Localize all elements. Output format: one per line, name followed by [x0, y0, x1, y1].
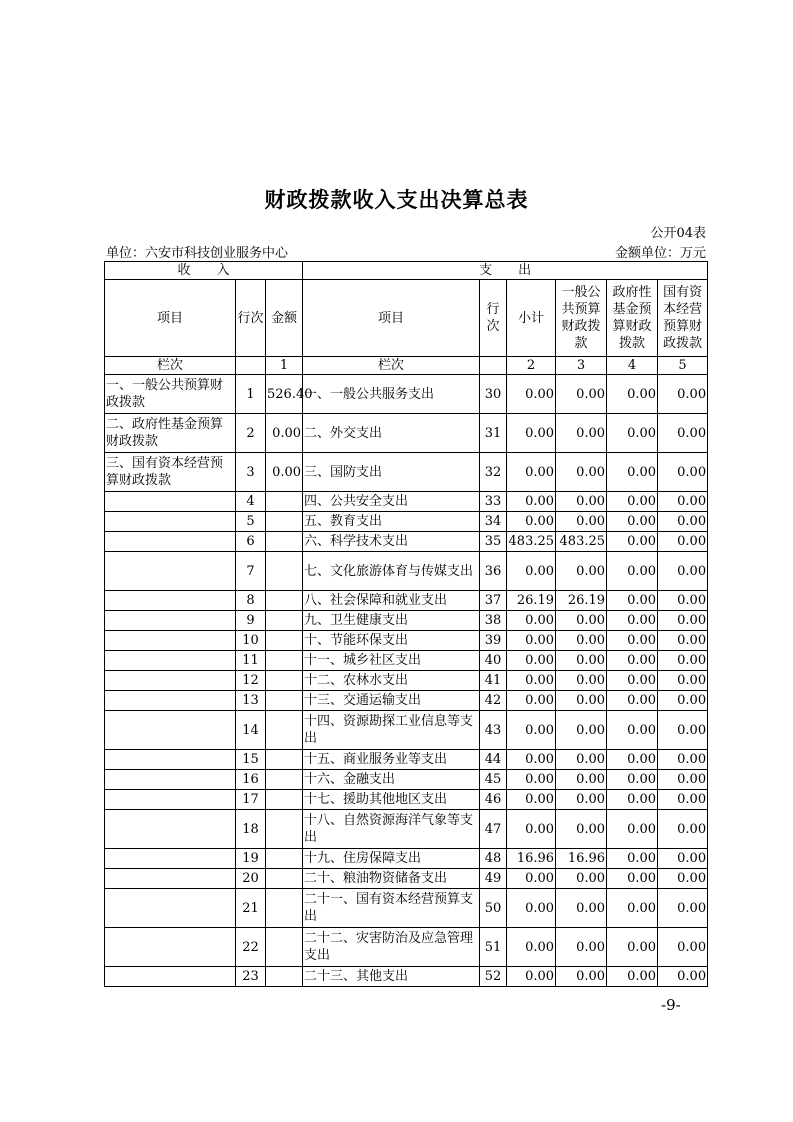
state-capital-value: 0.00 — [658, 889, 708, 928]
table-row — [105, 671, 708, 691]
gov-fund-value: 0.00 — [607, 532, 658, 552]
income-row-no: 9 — [236, 611, 266, 631]
general-budget-value: 0.00 — [556, 691, 607, 711]
subtotal-value: 0.00 — [507, 967, 556, 987]
expense-row-no: 44 — [480, 750, 507, 770]
column-index-2: 2 — [507, 357, 556, 375]
column-index-4: 4 — [607, 357, 658, 375]
expense-item: 十二、农林水支出 — [303, 671, 480, 691]
gov-fund-value: 0.00 — [607, 770, 658, 790]
income-amount — [266, 552, 303, 591]
table-row — [105, 889, 708, 928]
income-amount: 526.40 — [266, 375, 303, 414]
general-budget-header: 一般公共预算财政拨款 — [556, 280, 607, 357]
subtotal-value: 0.00 — [507, 492, 556, 512]
table-row — [105, 512, 708, 532]
income-amount — [266, 810, 303, 849]
expense-item: 七、文化旅游体育与传媒支出 — [303, 552, 480, 591]
subtotal-value: 0.00 — [507, 651, 556, 671]
gov-fund-value: 0.00 — [607, 790, 658, 810]
gov-fund-value: 0.00 — [607, 611, 658, 631]
page-number: -9- — [661, 996, 681, 1014]
income-amount — [266, 691, 303, 711]
gov-fund-value: 0.00 — [607, 711, 658, 750]
table-row — [105, 750, 708, 770]
table-row — [105, 691, 708, 711]
income-row-no: 13 — [236, 691, 266, 711]
expense-item: 二十二、灾害防治及应急管理支出 — [303, 928, 480, 967]
expense-item: 四、公共安全支出 — [303, 492, 480, 512]
expense-item: 二十、粮油物资储备支出 — [303, 869, 480, 889]
expense-item: 十一、城乡社区支出 — [303, 651, 480, 671]
income-amount — [266, 770, 303, 790]
expense-row-no: 42 — [480, 691, 507, 711]
expense-row-no: 32 — [480, 453, 507, 492]
income-amount — [266, 651, 303, 671]
state-capital-value: 0.00 — [658, 552, 708, 591]
budget-table — [104, 261, 708, 987]
income-amount: 0.00 — [266, 453, 303, 492]
expense-row-no: 49 — [480, 869, 507, 889]
table-row — [105, 770, 708, 790]
income-item: 三、国有资本经营预算财政拨款 — [105, 453, 236, 492]
subtotal-value: 16.96 — [507, 849, 556, 869]
expense-item: 十七、援助其他地区支出 — [303, 790, 480, 810]
subtotal-value: 0.00 — [507, 552, 556, 591]
state-capital-value: 0.00 — [658, 711, 708, 750]
income-item: 二、政府性基金预算财政拨款 — [105, 414, 236, 453]
income-item — [105, 512, 236, 532]
gov-fund-value: 0.00 — [607, 375, 658, 414]
state-capital-value: 0.00 — [658, 532, 708, 552]
expense-row-no: 35 — [480, 532, 507, 552]
gov-fund-value: 0.00 — [607, 928, 658, 967]
income-amount: 0.00 — [266, 414, 303, 453]
general-budget-value: 0.00 — [556, 651, 607, 671]
subtotal-value: 0.00 — [507, 671, 556, 691]
expense-row-no: 37 — [480, 591, 507, 611]
income-item — [105, 790, 236, 810]
table-row — [105, 631, 708, 651]
subtotal-value: 0.00 — [507, 512, 556, 532]
income-amount — [266, 928, 303, 967]
expense-row-no: 51 — [480, 928, 507, 967]
column-header-row — [105, 280, 708, 357]
income-amount — [266, 631, 303, 651]
expense-item: 六、科学技术支出 — [303, 532, 480, 552]
subtotal-value: 0.00 — [507, 711, 556, 750]
income-amount — [266, 512, 303, 532]
expense-row-no: 45 — [480, 770, 507, 790]
state-capital-value: 0.00 — [658, 928, 708, 967]
subtotal-value: 0.00 — [507, 889, 556, 928]
state-capital-value: 0.00 — [658, 671, 708, 691]
income-item: 一、一般公共预算财政拨款 — [105, 375, 236, 414]
state-capital-value: 0.00 — [658, 790, 708, 810]
income-amount — [266, 492, 303, 512]
income-row-no: 4 — [236, 492, 266, 512]
general-budget-value: 0.00 — [556, 810, 607, 849]
table-row — [105, 967, 708, 987]
subtotal-value: 0.00 — [507, 453, 556, 492]
gov-fund-value: 0.00 — [607, 967, 658, 987]
state-capital-value: 0.00 — [658, 591, 708, 611]
expense-item: 十九、住房保障支出 — [303, 849, 480, 869]
column-index-label-left: 栏次 — [105, 357, 236, 375]
column-index-5: 5 — [658, 357, 708, 375]
general-budget-value: 0.00 — [556, 869, 607, 889]
general-budget-value: 0.00 — [556, 711, 607, 750]
general-budget-value: 0.00 — [556, 512, 607, 532]
income-amount — [266, 671, 303, 691]
expense-item: 九、卫生健康支出 — [303, 611, 480, 631]
income-row-no: 3 — [236, 453, 266, 492]
expense-row-no: 33 — [480, 492, 507, 512]
gov-fund-value: 0.00 — [607, 591, 658, 611]
table-row — [105, 849, 708, 869]
income-row-no: 11 — [236, 651, 266, 671]
gov-fund-value: 0.00 — [607, 651, 658, 671]
gov-fund-value: 0.00 — [607, 512, 658, 532]
income-item — [105, 928, 236, 967]
table-row — [105, 591, 708, 611]
state-capital-value: 0.00 — [658, 611, 708, 631]
expense-item: 二十三、其他支出 — [303, 967, 480, 987]
subtotal-value: 0.00 — [507, 691, 556, 711]
income-row-no: 5 — [236, 512, 266, 532]
expense-row-no: 50 — [480, 889, 507, 928]
general-budget-value: 0.00 — [556, 928, 607, 967]
expense-row-no: 39 — [480, 631, 507, 651]
table-row — [105, 928, 708, 967]
table-row — [105, 869, 708, 889]
income-row-no-header: 行次 — [236, 280, 266, 357]
gov-fund-value: 0.00 — [607, 810, 658, 849]
general-budget-value: 16.96 — [556, 849, 607, 869]
expense-item: 十四、资源勘探工业信息等支出 — [303, 711, 480, 750]
gov-fund-header: 政府性基金预算财政拨款 — [607, 280, 658, 357]
state-capital-value: 0.00 — [658, 375, 708, 414]
income-item — [105, 671, 236, 691]
income-amount-header: 金额 — [266, 280, 303, 357]
expense-item: 十、节能环保支出 — [303, 631, 480, 651]
income-row-no: 18 — [236, 810, 266, 849]
income-amount — [266, 611, 303, 631]
income-item — [105, 552, 236, 591]
income-item — [105, 631, 236, 651]
general-budget-value: 0.00 — [556, 889, 607, 928]
subtotal-value: 0.00 — [507, 790, 556, 810]
income-row-no: 2 — [236, 414, 266, 453]
expense-row-no: 43 — [480, 711, 507, 750]
subtotal-value: 0.00 — [507, 375, 556, 414]
gov-fund-value: 0.00 — [607, 750, 658, 770]
section-header-row — [105, 262, 708, 280]
expense-item: 二十一、国有资本经营预算支出 — [303, 889, 480, 928]
subtotal-value: 0.00 — [507, 414, 556, 453]
income-row-no: 1 — [236, 375, 266, 414]
expense-item: 三、国防支出 — [303, 453, 480, 492]
income-item — [105, 889, 236, 928]
subtotal-value: 0.00 — [507, 810, 556, 849]
general-budget-value: 0.00 — [556, 552, 607, 591]
gov-fund-value: 0.00 — [607, 869, 658, 889]
state-capital-value: 0.00 — [658, 453, 708, 492]
income-amount — [266, 591, 303, 611]
column-index-1: 1 — [266, 357, 303, 375]
income-section-header: 收 入 — [105, 262, 303, 280]
income-row-no: 6 — [236, 532, 266, 552]
table-row — [105, 532, 708, 552]
page-title: 财政拨款收入支出决算总表 — [264, 188, 529, 212]
general-budget-value: 0.00 — [556, 414, 607, 453]
table-row — [105, 375, 708, 414]
expense-item: 一、一般公共服务支出 — [303, 375, 480, 414]
income-amount — [266, 849, 303, 869]
subtotal-value: 0.00 — [507, 750, 556, 770]
state-capital-value: 0.00 — [658, 631, 708, 651]
state-capital-value: 0.00 — [658, 414, 708, 453]
gov-fund-value: 0.00 — [607, 453, 658, 492]
subtotal-value: 483.25 — [507, 532, 556, 552]
gov-fund-value: 0.00 — [607, 849, 658, 869]
table-row — [105, 790, 708, 810]
income-amount — [266, 869, 303, 889]
expense-row-no: 34 — [480, 512, 507, 532]
expense-row-no: 36 — [480, 552, 507, 591]
expense-row-no: 47 — [480, 810, 507, 849]
income-item — [105, 770, 236, 790]
gov-fund-value: 0.00 — [607, 414, 658, 453]
income-amount — [266, 532, 303, 552]
state-capital-value: 0.00 — [658, 770, 708, 790]
column-index-label-right: 栏次 — [303, 357, 480, 375]
column-index-blank — [480, 357, 507, 375]
state-capital-value: 0.00 — [658, 492, 708, 512]
subtotal-value: 26.19 — [507, 591, 556, 611]
gov-fund-value: 0.00 — [607, 631, 658, 651]
gov-fund-value: 0.00 — [607, 671, 658, 691]
income-item — [105, 492, 236, 512]
state-capital-value: 0.00 — [658, 869, 708, 889]
expense-item: 十五、商业服务业等支出 — [303, 750, 480, 770]
state-capital-value: 0.00 — [658, 651, 708, 671]
income-row-no: 10 — [236, 631, 266, 651]
income-item-header: 项目 — [105, 280, 236, 357]
income-row-no: 12 — [236, 671, 266, 691]
expense-item: 五、教育支出 — [303, 512, 480, 532]
gov-fund-value: 0.00 — [607, 492, 658, 512]
state-capital-value: 0.00 — [658, 512, 708, 532]
table-row — [105, 711, 708, 750]
general-budget-value: 0.00 — [556, 631, 607, 651]
income-item — [105, 750, 236, 770]
expense-row-no: 30 — [480, 375, 507, 414]
income-item — [105, 691, 236, 711]
column-index-row — [105, 357, 708, 375]
expense-item: 二、外交支出 — [303, 414, 480, 453]
income-row-no: 14 — [236, 711, 266, 750]
table-row — [105, 611, 708, 631]
table-row — [105, 651, 708, 671]
income-row-no: 17 — [236, 790, 266, 810]
form-number: 公开04表 — [650, 226, 706, 241]
income-amount — [266, 711, 303, 750]
expense-item-header: 项目 — [303, 280, 480, 357]
income-item — [105, 869, 236, 889]
subtotal-value: 0.00 — [507, 611, 556, 631]
income-item — [105, 849, 236, 869]
state-capital-value: 0.00 — [658, 810, 708, 849]
income-row-no: 8 — [236, 591, 266, 611]
general-budget-value: 0.00 — [556, 375, 607, 414]
general-budget-value: 483.25 — [556, 532, 607, 552]
state-capital-value: 0.00 — [658, 849, 708, 869]
income-item — [105, 611, 236, 631]
income-row-no: 22 — [236, 928, 266, 967]
gov-fund-value: 0.00 — [607, 552, 658, 591]
general-budget-value: 0.00 — [556, 492, 607, 512]
expense-item: 十八、自然资源海洋气象等支出 — [303, 810, 480, 849]
gov-fund-value: 0.00 — [607, 691, 658, 711]
table-row — [105, 552, 708, 591]
subtotal-value: 0.00 — [507, 869, 556, 889]
income-row-no: 16 — [236, 770, 266, 790]
table-row — [105, 414, 708, 453]
expense-row-no: 48 — [480, 849, 507, 869]
state-capital-value: 0.00 — [658, 691, 708, 711]
subtotal-value: 0.00 — [507, 770, 556, 790]
income-row-no: 21 — [236, 889, 266, 928]
income-amount — [266, 750, 303, 770]
table-row — [105, 492, 708, 512]
unit-label: 单位：六安市科技创业服务中心 — [106, 246, 289, 261]
expense-row-no: 52 — [480, 967, 507, 987]
state-capital-header: 国有资本经营预算财政拨款 — [658, 280, 708, 357]
subtotal-value: 0.00 — [507, 631, 556, 651]
table-row — [105, 453, 708, 492]
expense-row-no: 40 — [480, 651, 507, 671]
income-row-no: 7 — [236, 552, 266, 591]
income-amount — [266, 967, 303, 987]
income-item — [105, 651, 236, 671]
expense-item: 八、社会保障和就业支出 — [303, 591, 480, 611]
general-budget-value: 0.00 — [556, 671, 607, 691]
income-amount — [266, 790, 303, 810]
expense-row-no-header: 行次 — [480, 280, 507, 357]
expense-section-header: 支 出 — [303, 262, 708, 280]
income-item — [105, 967, 236, 987]
expense-item: 十三、交通运输支出 — [303, 691, 480, 711]
subtotal-value: 0.00 — [507, 928, 556, 967]
state-capital-value: 0.00 — [658, 967, 708, 987]
expense-row-no: 31 — [480, 414, 507, 453]
income-row-no: 19 — [236, 849, 266, 869]
expense-row-no: 46 — [480, 790, 507, 810]
column-index-blank — [236, 357, 266, 375]
general-budget-value: 0.00 — [556, 750, 607, 770]
income-amount — [266, 889, 303, 928]
general-budget-value: 0.00 — [556, 967, 607, 987]
subtotal-header: 小计 — [507, 280, 556, 357]
income-row-no: 20 — [236, 869, 266, 889]
general-budget-value: 26.19 — [556, 591, 607, 611]
general-budget-value: 0.00 — [556, 790, 607, 810]
amount-unit-label: 金额单位：万元 — [614, 246, 706, 261]
income-item — [105, 711, 236, 750]
state-capital-value: 0.00 — [658, 750, 708, 770]
gov-fund-value: 0.00 — [607, 889, 658, 928]
general-budget-value: 0.00 — [556, 770, 607, 790]
income-item — [105, 532, 236, 552]
income-item — [105, 591, 236, 611]
column-index-3: 3 — [556, 357, 607, 375]
income-item — [105, 810, 236, 849]
income-row-no: 15 — [236, 750, 266, 770]
expense-item: 十六、金融支出 — [303, 770, 480, 790]
table-row — [105, 810, 708, 849]
general-budget-value: 0.00 — [556, 611, 607, 631]
income-row-no: 23 — [236, 967, 266, 987]
expense-row-no: 41 — [480, 671, 507, 691]
general-budget-value: 0.00 — [556, 453, 607, 492]
expense-row-no: 38 — [480, 611, 507, 631]
